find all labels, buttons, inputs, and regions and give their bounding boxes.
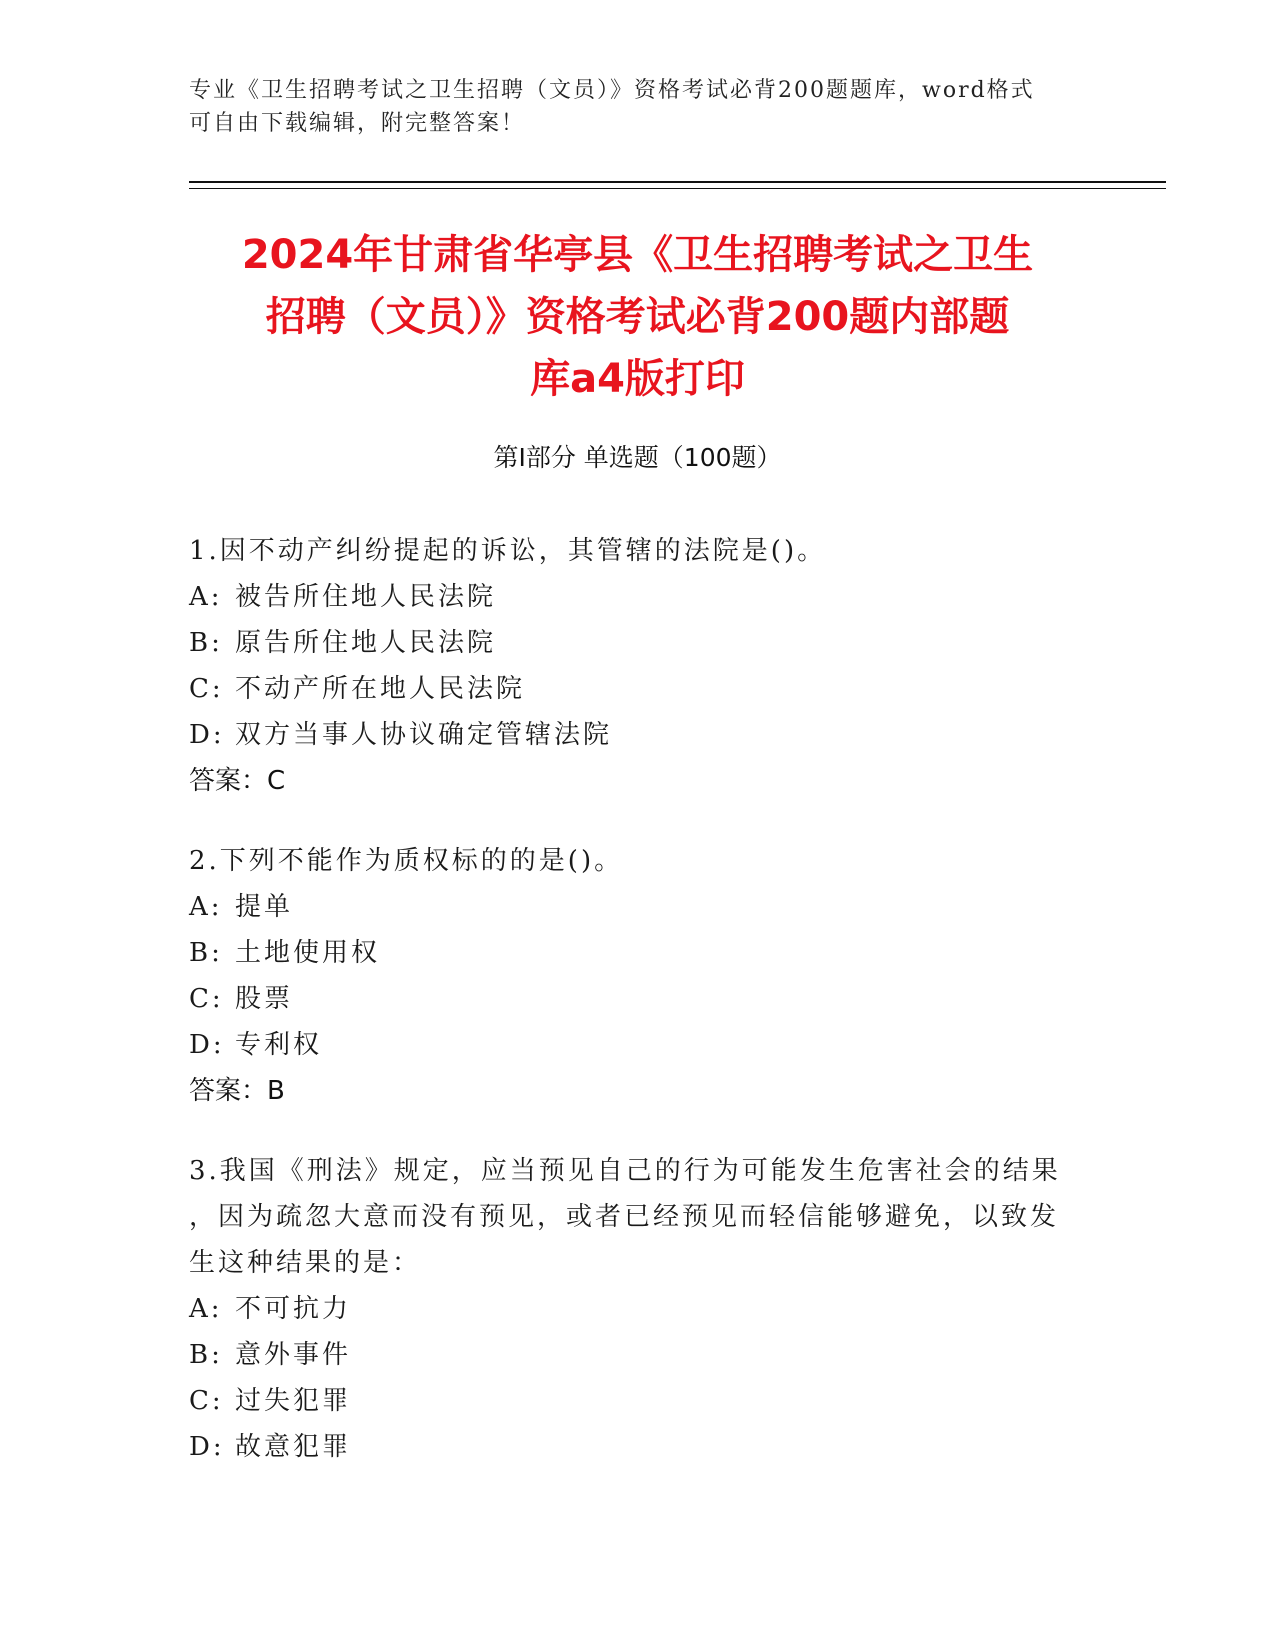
question-stem-line-3: 生这种结果的是： xyxy=(189,1248,422,1278)
option-a xyxy=(189,574,1069,620)
option-text: 专利权 xyxy=(235,1030,323,1060)
option-d xyxy=(189,1424,1069,1470)
header-note xyxy=(189,74,1069,140)
document-title-line-1: 2024年甘肃省华亭县《卫生招聘考试之卫生 xyxy=(241,232,1034,278)
option-letter: C: xyxy=(189,674,224,704)
option-letter: A: xyxy=(189,1294,223,1324)
option-letter: D: xyxy=(189,1030,225,1060)
question-stem-line-2: ，因为疏忽大意而没有预见，或者已经预见而轻信能够避免，以致发 xyxy=(189,1202,1060,1232)
option-a xyxy=(189,884,1069,930)
option-letter: C: xyxy=(189,1386,224,1416)
option-letter: A: xyxy=(189,582,223,612)
option-text: 股票 xyxy=(235,984,294,1014)
option-letter: A: xyxy=(189,892,223,922)
header-note-line-2: 可自由下载编辑，附完整答案！ xyxy=(189,111,526,136)
option-text: 土地使用权 xyxy=(235,938,381,968)
option-text: 过失犯罪 xyxy=(235,1386,352,1416)
question-list xyxy=(189,528,1069,1504)
option-a xyxy=(189,1286,1069,1332)
option-c xyxy=(189,1378,1069,1424)
option-letter: D: xyxy=(189,1432,225,1462)
question-stem: 2.下列不能作为质权标的的是()。 xyxy=(189,846,624,876)
question-3 xyxy=(189,1148,1069,1470)
option-text: 被告所住地人民法院 xyxy=(235,582,497,612)
header-divider-thick xyxy=(189,181,1166,183)
header-divider-thin xyxy=(189,188,1166,189)
option-b xyxy=(189,930,1069,976)
option-letter: B: xyxy=(189,628,223,658)
option-text: 提单 xyxy=(235,892,294,922)
option-text: 意外事件 xyxy=(235,1340,352,1370)
document-title xyxy=(160,224,1115,410)
option-text: 不动产所在地人民法院 xyxy=(235,674,526,704)
option-text: 不可抗力 xyxy=(235,1294,352,1324)
option-b xyxy=(189,1332,1069,1378)
answer-line: 答案：B xyxy=(189,1076,285,1106)
document-title-line-3: 库a4版打印 xyxy=(530,356,745,402)
option-text: 故意犯罪 xyxy=(235,1432,352,1462)
question-2 xyxy=(189,838,1069,1114)
option-text: 原告所住地人民法院 xyxy=(235,628,497,658)
document-title-line-2: 招聘（文员）》资格考试必背200题内部题 xyxy=(265,294,1010,340)
option-letter: D: xyxy=(189,720,225,750)
question-1 xyxy=(189,528,1069,804)
option-c xyxy=(189,666,1069,712)
option-d xyxy=(189,712,1069,758)
option-letter: B: xyxy=(189,1340,223,1370)
option-c xyxy=(189,976,1069,1022)
option-text: 双方当事人协议确定管辖法院 xyxy=(235,720,613,750)
question-stem: 1.因不动产纠纷提起的诉讼，其管辖的法院是()。 xyxy=(189,536,827,566)
section-title: 第Ⅰ部分 单选题（100题） xyxy=(493,443,782,472)
question-stem-line-1: 3.我国《刑法》规定，应当预见自己的行为可能发生危害社会的结果 xyxy=(189,1156,1061,1186)
option-letter: B: xyxy=(189,938,223,968)
option-letter: C: xyxy=(189,984,224,1014)
answer-line: 答案：C xyxy=(189,766,286,796)
option-b xyxy=(189,620,1069,666)
header-note-line-1: 专业《卫生招聘考试之卫生招聘（文员）》资格考试必背200题题库，word格式 xyxy=(189,78,1035,103)
option-d xyxy=(189,1022,1069,1068)
